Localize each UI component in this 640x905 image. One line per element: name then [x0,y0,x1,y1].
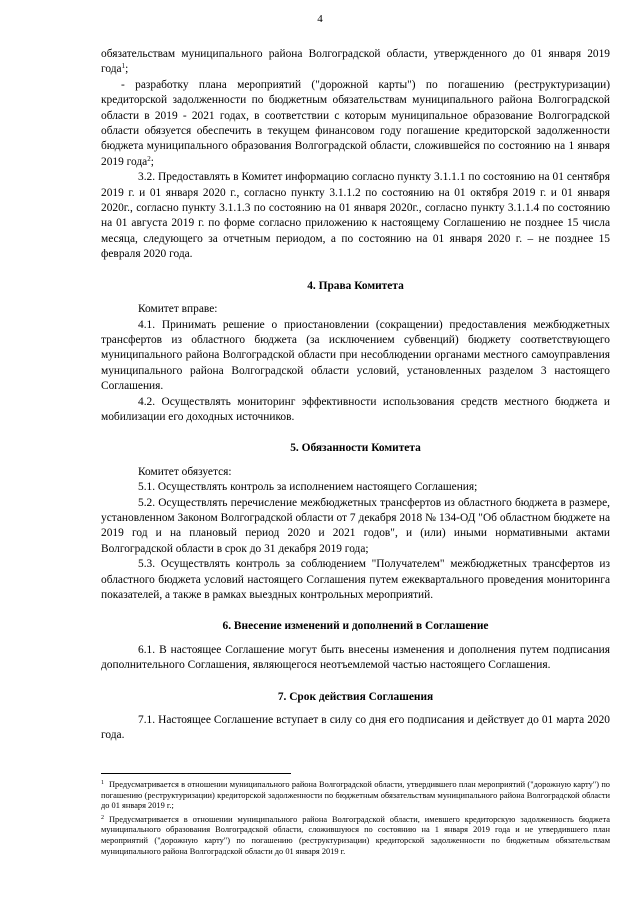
paragraph-6-1: 6.1. В настоящее Соглашение могут быть внесены изменения и дополнения путем подписания дополнительного Соглашения, являющегося неотъемлемой частью настоящего Соглашения. [101,643,610,672]
page-number: 4 [317,13,323,25]
footnote-ref-2[interactable]: 2 [147,154,151,163]
document-body [101,47,610,744]
footnote-separator [101,773,291,774]
footnote-1: $^1$ Предусматривается в отношении муниципального района Волгоградской области, утвердившего план мероприятий ("дорожную карту") по погашению (реструктуризации) кредиторской задолженности по бюджетным обязательствам муниципального района Волгоградской области до 01 января 2019 г.; [101,780,610,811]
paragraph-4-1: 4.1. Принимать решение о приостановлении (сокращении) предоставления межбюджетных трансфертов из областного бюджета (за исключением субвенций) бюджету соответствующего муниципального района Волгоградской области при несоблюдении органами местного самоуправления муниципального района Волгоградской области условий, установленных разделом 3 настоящего Соглашения. [101,318,610,393]
footnotes [101,778,610,858]
paragraph-5-3: 5.3. Осуществлять контроль за соблюдением "Получателем" межбюджетных трансфертов из областного бюджета условий настоящего Соглашения путем ежеквартального проведения мониторинга показателей, а также в рамках выездных контрольных мероприятий. [101,558,610,601]
paragraph-3-2: 3.2. Предоставлять в Комитет информацию согласно пункту 3.1.1.1 по состоянию на 01 сентября 2019 г. и 01 января 2020 г., согласно пункту 3.1.1.2 по состоянию на 01 октября 2019 г. и 01 января 2020г., согласно пункту 3.1.1.3 по состоянию на 01 января 2020г., согласно пункту 3.1.1.4 по состоянию на 01 августа 2019 г. по форме согласно приложению к настоящему Соглашению не позднее 15 числа месяца, следующего за отчетным периодом, а по состоянию на 01 января 2020 г. – не позднее 15 февраля 2020 года. [101,171,610,261]
footnote-mark-1: 1 [101,780,104,786]
paragraph-5-1: 5.1. Осуществлять контроль за исполнением настоящего Соглашения; [138,481,478,494]
paragraph-4-2: 4.2. Осуществлять мониторинг эффективности использования средств местного бюджета и мобилизации его доходных источников. [101,395,610,423]
section-5-intro: Комитет обязуется: [138,465,232,478]
section-6-heading: 6. Внесение изменений и дополнений в Соглашение [222,620,489,633]
paragraph-5-2: 5.2. Осуществлять перечисление межбюджетных трансфертов из областного бюджета в размере, установленном Законом Волгоградской области от 7 декабря 2018 № 134-ОД "Об областном бюджете на 2019 год и на плановый период 2020 и 2021 годов", и (или) иными нормативными актами Волгоградской области в срок до 31 декабря 2019 года; [101,496,610,555]
section-4-heading: 4. Права Комитета [307,279,404,292]
section-5-heading: 5. Обязанности Комитета [290,442,421,455]
section-7-heading: 7. Срок действия Соглашения [277,690,434,703]
footnote-mark-2: 2 [101,814,104,821]
paragraph-7-1: 7.1. Настоящее Соглашение вступает в силу со дня его подписания и действует до 01 марта 2020 года. [101,714,610,742]
paragraph-roadmap: - разработку плана мероприятий ("дорожной карты") по погашению (реструктуризации) кредиторской задолженности по бюджетным обязательствам муниципального района Волгоградской области в 2019 - 2021 годах, в соответствии с которым муниципальное образование Волгоградской области обязуется обеспечить в текущем финансовом году погашение кредиторской задолженности бюджета муниципального образования Волгоградской области, сложившейся по состоянию на 1 января 2019 года$^2$; [101,78,610,168]
paragraph-obligation-approval: обязательствам муниципального района Волгоградской области, утвержденного до 01 января 2019 года$^1$; [101,48,610,76]
footnote-ref-1[interactable]: 1 [121,62,126,71]
section-4-intro: Комитет вправе: [138,303,218,316]
footnote-2: $^2$ Предусматривается в отношении муниципального района Волгоградской области, имевшего кредиторскую задолженность бюджета муниципального образования Волгоградской области, сложившуюся по состоянию на 1 января 2019 года и не утвердившего план мероприятий ("дорожную карту") по погашению (реструктуризации) кредиторской задолженности по бюджетным обязательствам муниципального района Волгоградской области до 01 января 2019 г. [101,814,610,856]
